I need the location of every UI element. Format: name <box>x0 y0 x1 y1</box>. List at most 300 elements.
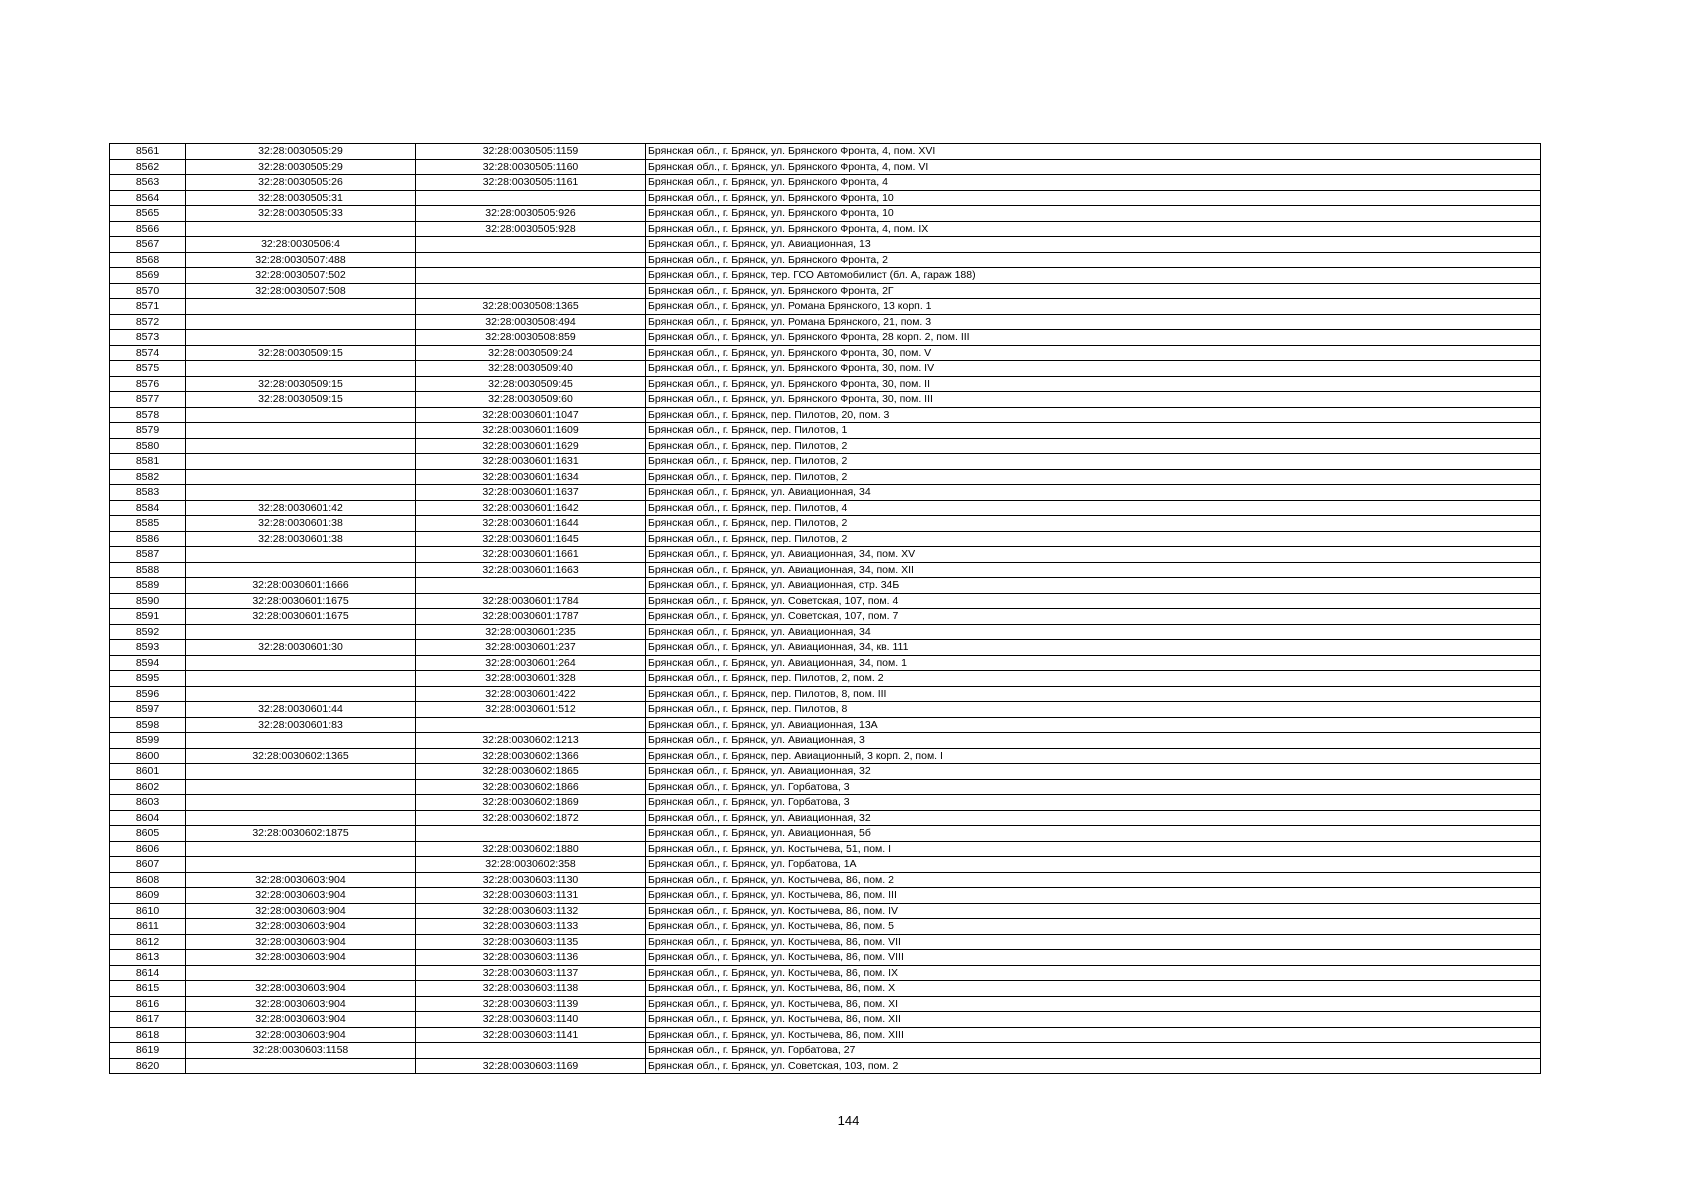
parent-cadastral-number-cell: 32:28:0030603:904 <box>186 981 416 997</box>
cadastral-number-cell: 32:28:0030601:328 <box>416 671 646 687</box>
table-row <box>110 671 1541 687</box>
table-row <box>110 578 1541 594</box>
row-number-cell: 8611 <box>110 919 186 935</box>
address-cell: Брянская обл., г. Брянск, ул. Костычева, 86, пом. XIII <box>646 1027 1541 1043</box>
table-row <box>110 934 1541 950</box>
address-cell: Брянская обл., г. Брянск, ул. Романа Брянского, 13 корп. 1 <box>646 299 1541 315</box>
address-cell: Брянская обл., г. Брянск, ул. Горбатова, 27 <box>646 1043 1541 1059</box>
table-row <box>110 314 1541 330</box>
table-row <box>110 702 1541 718</box>
parent-cadastral-number-cell: 32:28:0030507:508 <box>186 283 416 299</box>
address-cell: Брянская обл., г. Брянск, ул. Брянского Фронта, 30, пом. II <box>646 376 1541 392</box>
cadastral-number-cell: 32:28:0030601:237 <box>416 640 646 656</box>
row-number-cell: 8577 <box>110 392 186 408</box>
address-cell: Брянская обл., г. Брянск, тер. ГСО Автомобилист (бл. А, гараж 188) <box>646 268 1541 284</box>
parent-cadastral-number-cell <box>186 330 416 346</box>
parent-cadastral-number-cell <box>186 361 416 377</box>
parent-cadastral-number-cell <box>186 469 416 485</box>
parent-cadastral-number-cell <box>186 671 416 687</box>
cadastral-number-cell: 32:28:0030505:928 <box>416 221 646 237</box>
address-cell: Брянская обл., г. Брянск, ул. Брянского Фронта, 10 <box>646 190 1541 206</box>
cadastral-number-cell: 32:28:0030602:1366 <box>416 748 646 764</box>
row-number-cell: 8601 <box>110 764 186 780</box>
cadastral-number-cell <box>416 578 646 594</box>
parent-cadastral-number-cell: 32:28:0030602:1365 <box>186 748 416 764</box>
table-row <box>110 733 1541 749</box>
address-cell: Брянская обл., г. Брянск, ул. Авиационная, 34, пом. XII <box>646 562 1541 578</box>
cadastral-number-cell <box>416 1043 646 1059</box>
row-number-cell: 8567 <box>110 237 186 253</box>
table-row <box>110 950 1541 966</box>
parent-cadastral-number-cell: 32:28:0030603:904 <box>186 934 416 950</box>
cadastral-number-cell: 32:28:0030603:1130 <box>416 872 646 888</box>
row-number-cell: 8618 <box>110 1027 186 1043</box>
row-number-cell: 8619 <box>110 1043 186 1059</box>
parent-cadastral-number-cell: 32:28:0030507:488 <box>186 252 416 268</box>
table-row <box>110 686 1541 702</box>
table-row <box>110 237 1541 253</box>
parent-cadastral-number-cell <box>186 857 416 873</box>
parent-cadastral-number-cell: 32:28:0030603:904 <box>186 1027 416 1043</box>
row-number-cell: 8564 <box>110 190 186 206</box>
cadastral-number-cell: 32:28:0030509:24 <box>416 345 646 361</box>
parent-cadastral-number-cell <box>186 485 416 501</box>
row-number-cell: 8565 <box>110 206 186 222</box>
address-cell: Брянская обл., г. Брянск, ул. Костычева, 86, пом. 5 <box>646 919 1541 935</box>
row-number-cell: 8590 <box>110 593 186 609</box>
cadastral-number-cell <box>416 237 646 253</box>
table-row <box>110 159 1541 175</box>
row-number-cell: 8583 <box>110 485 186 501</box>
address-cell: Брянская обл., г. Брянск, ул. Костычева, 86, пом. XI <box>646 996 1541 1012</box>
cadastral-number-cell: 32:28:0030601:512 <box>416 702 646 718</box>
table-row <box>110 221 1541 237</box>
address-cell: Брянская обл., г. Брянск, ул. Костычева, 86, пом. IX <box>646 965 1541 981</box>
cadastral-number-cell: 32:28:0030601:235 <box>416 624 646 640</box>
table-row <box>110 764 1541 780</box>
table-row <box>110 562 1541 578</box>
row-number-cell: 8598 <box>110 717 186 733</box>
parent-cadastral-number-cell <box>186 965 416 981</box>
parent-cadastral-number-cell: 32:28:0030603:904 <box>186 872 416 888</box>
row-number-cell: 8604 <box>110 810 186 826</box>
cadastral-number-cell: 32:28:0030505:1161 <box>416 175 646 191</box>
row-number-cell: 8609 <box>110 888 186 904</box>
row-number-cell: 8595 <box>110 671 186 687</box>
table-row <box>110 190 1541 206</box>
address-cell: Брянская обл., г. Брянск, ул. Романа Брянского, 21, пом. 3 <box>646 314 1541 330</box>
row-number-cell: 8578 <box>110 407 186 423</box>
address-cell: Брянская обл., г. Брянск, ул. Костычева, 86, пом. XII <box>646 1012 1541 1028</box>
row-number-cell: 8569 <box>110 268 186 284</box>
address-cell: Брянская обл., г. Брянск, ул. Брянского Фронта, 4, пом. IX <box>646 221 1541 237</box>
table-row <box>110 655 1541 671</box>
table-row <box>110 965 1541 981</box>
parent-cadastral-number-cell <box>186 1058 416 1074</box>
registry-table-body <box>110 144 1541 1074</box>
parent-cadastral-number-cell: 32:28:0030603:1158 <box>186 1043 416 1059</box>
table-row <box>110 299 1541 315</box>
table-row <box>110 593 1541 609</box>
parent-cadastral-number-cell <box>186 299 416 315</box>
cadastral-number-cell: 32:28:0030602:1869 <box>416 795 646 811</box>
row-number-cell: 8613 <box>110 950 186 966</box>
table-row <box>110 857 1541 873</box>
address-cell: Брянская обл., г. Брянск, ул. Авиационная, 34 <box>646 624 1541 640</box>
parent-cadastral-number-cell <box>186 686 416 702</box>
row-number-cell: 8591 <box>110 609 186 625</box>
table-row <box>110 268 1541 284</box>
table-row <box>110 330 1541 346</box>
row-number-cell: 8579 <box>110 423 186 439</box>
table-row <box>110 841 1541 857</box>
row-number-cell: 8594 <box>110 655 186 671</box>
parent-cadastral-number-cell: 32:28:0030506:4 <box>186 237 416 253</box>
address-cell: Брянская обл., г. Брянск, ул. Горбатова, 3 <box>646 779 1541 795</box>
row-number-cell: 8566 <box>110 221 186 237</box>
cadastral-number-cell: 32:28:0030601:1642 <box>416 500 646 516</box>
cadastral-number-cell: 32:28:0030509:60 <box>416 392 646 408</box>
table-row <box>110 1012 1541 1028</box>
address-cell: Брянская обл., г. Брянск, ул. Авиационная, 34, кв. 111 <box>646 640 1541 656</box>
row-number-cell: 8597 <box>110 702 186 718</box>
table-row <box>110 609 1541 625</box>
address-cell: Брянская обл., г. Брянск, ул. Костычева, 51, пом. I <box>646 841 1541 857</box>
cadastral-number-cell <box>416 283 646 299</box>
address-cell: Брянская обл., г. Брянск, пер. Пилотов, 2 <box>646 516 1541 532</box>
cadastral-number-cell: 32:28:0030601:1047 <box>416 407 646 423</box>
cadastral-number-cell: 32:28:0030508:859 <box>416 330 646 346</box>
table-row <box>110 1043 1541 1059</box>
table-row <box>110 1058 1541 1074</box>
cadastral-number-cell: 32:28:0030603:1131 <box>416 888 646 904</box>
parent-cadastral-number-cell: 32:28:0030601:42 <box>186 500 416 516</box>
parent-cadastral-number-cell: 32:28:0030509:15 <box>186 345 416 361</box>
row-number-cell: 8603 <box>110 795 186 811</box>
table-row <box>110 454 1541 470</box>
row-number-cell: 8605 <box>110 826 186 842</box>
row-number-cell: 8588 <box>110 562 186 578</box>
address-cell: Брянская обл., г. Брянск, ул. Авиационная, 32 <box>646 810 1541 826</box>
cadastral-number-cell: 32:28:0030602:358 <box>416 857 646 873</box>
row-number-cell: 8571 <box>110 299 186 315</box>
cadastral-number-cell: 32:28:0030601:1663 <box>416 562 646 578</box>
row-number-cell: 8584 <box>110 500 186 516</box>
cadastral-number-cell <box>416 717 646 733</box>
cadastral-number-cell: 32:28:0030509:45 <box>416 376 646 392</box>
address-cell: Брянская обл., г. Брянск, ул. Костычева, 86, пом. VIII <box>646 950 1541 966</box>
address-cell: Брянская обл., г. Брянск, пер. Пилотов, 2 <box>646 454 1541 470</box>
row-number-cell: 8561 <box>110 144 186 160</box>
address-cell: Брянская обл., г. Брянск, ул. Авиационная, 32 <box>646 764 1541 780</box>
cadastral-number-cell: 32:28:0030505:1160 <box>416 159 646 175</box>
row-number-cell: 8574 <box>110 345 186 361</box>
row-number-cell: 8610 <box>110 903 186 919</box>
table-row <box>110 810 1541 826</box>
table-row <box>110 872 1541 888</box>
row-number-cell: 8612 <box>110 934 186 950</box>
parent-cadastral-number-cell: 32:28:0030601:38 <box>186 531 416 547</box>
address-cell: Брянская обл., г. Брянск, ул. Брянского Фронта, 2 <box>646 252 1541 268</box>
parent-cadastral-number-cell: 32:28:0030601:1675 <box>186 609 416 625</box>
address-cell: Брянская обл., г. Брянск, ул. Брянского Фронта, 30, пом. III <box>646 392 1541 408</box>
table-row <box>110 516 1541 532</box>
row-number-cell: 8576 <box>110 376 186 392</box>
cadastral-number-cell: 32:28:0030508:1365 <box>416 299 646 315</box>
parent-cadastral-number-cell <box>186 655 416 671</box>
row-number-cell: 8602 <box>110 779 186 795</box>
address-cell: Брянская обл., г. Брянск, ул. Авиационная, 3 <box>646 733 1541 749</box>
address-cell: Брянская обл., г. Брянск, ул. Брянского Фронта, 30, пом. V <box>646 345 1541 361</box>
table-row <box>110 888 1541 904</box>
parent-cadastral-number-cell <box>186 779 416 795</box>
table-row <box>110 748 1541 764</box>
parent-cadastral-number-cell <box>186 221 416 237</box>
row-number-cell: 8570 <box>110 283 186 299</box>
cadastral-number-cell: 32:28:0030509:40 <box>416 361 646 377</box>
address-cell: Брянская обл., г. Брянск, ул. Костычева, 86, пом. III <box>646 888 1541 904</box>
parent-cadastral-number-cell <box>186 810 416 826</box>
table-row <box>110 1027 1541 1043</box>
cadastral-number-cell: 32:28:0030603:1139 <box>416 996 646 1012</box>
address-cell: Брянская обл., г. Брянск, ул. Брянского Фронта, 30, пом. IV <box>646 361 1541 377</box>
row-number-cell: 8562 <box>110 159 186 175</box>
parent-cadastral-number-cell: 32:28:0030602:1875 <box>186 826 416 842</box>
address-cell: Брянская обл., г. Брянск, пер. Пилотов, 2, пом. 2 <box>646 671 1541 687</box>
parent-cadastral-number-cell: 32:28:0030505:29 <box>186 159 416 175</box>
parent-cadastral-number-cell <box>186 407 416 423</box>
address-cell: Брянская обл., г. Брянск, пер. Пилотов, 8 <box>646 702 1541 718</box>
row-number-cell: 8580 <box>110 438 186 454</box>
row-number-cell: 8606 <box>110 841 186 857</box>
address-cell: Брянская обл., г. Брянск, ул. Советская, 103, пом. 2 <box>646 1058 1541 1074</box>
address-cell: Брянская обл., г. Брянск, ул. Брянского Фронта, 4 <box>646 175 1541 191</box>
address-cell: Брянская обл., г. Брянск, ул. Авиационная, 34 <box>646 485 1541 501</box>
table-row <box>110 345 1541 361</box>
row-number-cell: 8616 <box>110 996 186 1012</box>
parent-cadastral-number-cell <box>186 314 416 330</box>
table-row <box>110 717 1541 733</box>
parent-cadastral-number-cell: 32:28:0030603:904 <box>186 996 416 1012</box>
table-row <box>110 903 1541 919</box>
parent-cadastral-number-cell <box>186 841 416 857</box>
row-number-cell: 8600 <box>110 748 186 764</box>
cadastral-number-cell: 32:28:0030601:422 <box>416 686 646 702</box>
row-number-cell: 8596 <box>110 686 186 702</box>
row-number-cell: 8575 <box>110 361 186 377</box>
row-number-cell: 8586 <box>110 531 186 547</box>
cadastral-number-cell: 32:28:0030601:1787 <box>416 609 646 625</box>
address-cell: Брянская обл., г. Брянск, пер. Пилотов, 8, пом. III <box>646 686 1541 702</box>
parent-cadastral-number-cell: 32:28:0030603:904 <box>186 903 416 919</box>
parent-cadastral-number-cell <box>186 624 416 640</box>
parent-cadastral-number-cell: 32:28:0030601:38 <box>186 516 416 532</box>
row-number-cell: 8620 <box>110 1058 186 1074</box>
parent-cadastral-number-cell <box>186 423 416 439</box>
table-row <box>110 826 1541 842</box>
table-row <box>110 795 1541 811</box>
address-cell: Брянская обл., г. Брянск, ул. Брянского Фронта, 2Г <box>646 283 1541 299</box>
cadastral-number-cell: 32:28:0030603:1169 <box>416 1058 646 1074</box>
table-row <box>110 438 1541 454</box>
table-row <box>110 175 1541 191</box>
parent-cadastral-number-cell: 32:28:0030505:26 <box>186 175 416 191</box>
address-cell: Брянская обл., г. Брянск, ул. Костычева, 86, пом. IV <box>646 903 1541 919</box>
address-cell: Брянская обл., г. Брянск, пер. Авиационный, 3 корп. 2, пом. I <box>646 748 1541 764</box>
address-cell: Брянская обл., г. Брянск, пер. Пилотов, 4 <box>646 500 1541 516</box>
row-number-cell: 8585 <box>110 516 186 532</box>
parent-cadastral-number-cell: 32:28:0030507:502 <box>186 268 416 284</box>
address-cell: Брянская обл., г. Брянск, ул. Костычева, 86, пом. VII <box>646 934 1541 950</box>
cadastral-number-cell: 32:28:0030505:926 <box>416 206 646 222</box>
parent-cadastral-number-cell <box>186 795 416 811</box>
table-row <box>110 919 1541 935</box>
row-number-cell: 8615 <box>110 981 186 997</box>
cadastral-number-cell: 32:28:0030603:1136 <box>416 950 646 966</box>
cadastral-number-cell: 32:28:0030602:1872 <box>416 810 646 826</box>
table-row <box>110 779 1541 795</box>
table-row <box>110 252 1541 268</box>
cadastral-number-cell: 32:28:0030603:1135 <box>416 934 646 950</box>
address-cell: Брянская обл., г. Брянск, ул. Советская, 107, пом. 7 <box>646 609 1541 625</box>
parent-cadastral-number-cell <box>186 547 416 563</box>
row-number-cell: 8582 <box>110 469 186 485</box>
address-cell: Брянская обл., г. Брянск, ул. Брянского Фронта, 4, пом. VI <box>646 159 1541 175</box>
table-row <box>110 531 1541 547</box>
parent-cadastral-number-cell: 32:28:0030601:1666 <box>186 578 416 594</box>
cadastral-number-cell: 32:28:0030508:494 <box>416 314 646 330</box>
parent-cadastral-number-cell <box>186 438 416 454</box>
row-number-cell: 8592 <box>110 624 186 640</box>
cadastral-number-cell <box>416 826 646 842</box>
parent-cadastral-number-cell: 32:28:0030601:1675 <box>186 593 416 609</box>
cadastral-number-cell: 32:28:0030601:1645 <box>416 531 646 547</box>
parent-cadastral-number-cell <box>186 454 416 470</box>
table-row <box>110 376 1541 392</box>
cadastral-number-cell: 32:28:0030603:1141 <box>416 1027 646 1043</box>
cadastral-number-cell: 32:28:0030603:1138 <box>416 981 646 997</box>
cadastral-number-cell: 32:28:0030602:1213 <box>416 733 646 749</box>
address-cell: Брянская обл., г. Брянск, ул. Брянского Фронта, 10 <box>646 206 1541 222</box>
parent-cadastral-number-cell: 32:28:0030509:15 <box>186 392 416 408</box>
cadastral-number-cell: 32:28:0030603:1137 <box>416 965 646 981</box>
cadastral-number-cell: 32:28:0030602:1866 <box>416 779 646 795</box>
row-number-cell: 8608 <box>110 872 186 888</box>
address-cell: Брянская обл., г. Брянск, ул. Авиационная, 5б <box>646 826 1541 842</box>
table-row <box>110 996 1541 1012</box>
row-number-cell: 8617 <box>110 1012 186 1028</box>
table-row <box>110 624 1541 640</box>
cadastral-number-cell: 32:28:0030602:1865 <box>416 764 646 780</box>
address-cell: Брянская обл., г. Брянск, ул. Горбатова, 1А <box>646 857 1541 873</box>
parent-cadastral-number-cell: 32:28:0030603:904 <box>186 919 416 935</box>
parent-cadastral-number-cell: 32:28:0030603:904 <box>186 950 416 966</box>
address-cell: Брянская обл., г. Брянск, ул. Авиационная, 13А <box>646 717 1541 733</box>
cadastral-number-cell: 32:28:0030601:1637 <box>416 485 646 501</box>
row-number-cell: 8587 <box>110 547 186 563</box>
cadastral-number-cell: 32:28:0030601:1629 <box>416 438 646 454</box>
address-cell: Брянская обл., г. Брянск, ул. Костычева, 86, пом. 2 <box>646 872 1541 888</box>
row-number-cell: 8589 <box>110 578 186 594</box>
page-number: 144 <box>837 1113 860 1128</box>
cadastral-number-cell: 32:28:0030601:1634 <box>416 469 646 485</box>
parent-cadastral-number-cell <box>186 562 416 578</box>
address-cell: Брянская обл., г. Брянск, ул. Авиационная, стр. 34Б <box>646 578 1541 594</box>
table-row <box>110 423 1541 439</box>
parent-cadastral-number-cell: 32:28:0030505:29 <box>186 144 416 160</box>
cadastral-number-cell: 32:28:0030603:1132 <box>416 903 646 919</box>
parent-cadastral-number-cell: 32:28:0030601:83 <box>186 717 416 733</box>
table-row <box>110 206 1541 222</box>
cadastral-number-cell <box>416 190 646 206</box>
table-row <box>110 144 1541 160</box>
row-number-cell: 8593 <box>110 640 186 656</box>
cadastral-number-cell: 32:28:0030601:1644 <box>416 516 646 532</box>
table-row <box>110 485 1541 501</box>
parent-cadastral-number-cell <box>186 764 416 780</box>
cadastral-number-cell: 32:28:0030601:1784 <box>416 593 646 609</box>
address-cell: Брянская обл., г. Брянск, ул. Советская, 107, пом. 4 <box>646 593 1541 609</box>
address-cell: Брянская обл., г. Брянск, пер. Пилотов, 20, пом. 3 <box>646 407 1541 423</box>
address-cell: Брянская обл., г. Брянск, ул. Авиационная, 13 <box>646 237 1541 253</box>
parent-cadastral-number-cell: 32:28:0030601:44 <box>186 702 416 718</box>
cadastral-number-cell: 32:28:0030601:1631 <box>416 454 646 470</box>
address-cell: Брянская обл., г. Брянск, ул. Авиационная, 34, пом. 1 <box>646 655 1541 671</box>
cadastral-number-cell: 32:28:0030603:1140 <box>416 1012 646 1028</box>
row-number-cell: 8607 <box>110 857 186 873</box>
address-cell: Брянская обл., г. Брянск, ул. Авиационная, 34, пом. XV <box>646 547 1541 563</box>
table-row <box>110 640 1541 656</box>
parent-cadastral-number-cell: 32:28:0030505:33 <box>186 206 416 222</box>
row-number-cell: 8599 <box>110 733 186 749</box>
table-row <box>110 407 1541 423</box>
table-row <box>110 547 1541 563</box>
parent-cadastral-number-cell: 32:28:0030601:30 <box>186 640 416 656</box>
table-row <box>110 981 1541 997</box>
row-number-cell: 8563 <box>110 175 186 191</box>
parent-cadastral-number-cell: 32:28:0030505:31 <box>186 190 416 206</box>
cadastral-number-cell: 32:28:0030602:1880 <box>416 841 646 857</box>
table-row <box>110 283 1541 299</box>
cadastral-number-cell: 32:28:0030505:1159 <box>416 144 646 160</box>
parent-cadastral-number-cell: 32:28:0030603:904 <box>186 1012 416 1028</box>
address-cell: Брянская обл., г. Брянск, пер. Пилотов, 2 <box>646 438 1541 454</box>
address-cell: Брянская обл., г. Брянск, пер. Пилотов, 2 <box>646 531 1541 547</box>
address-cell: Брянская обл., г. Брянск, ул. Брянского Фронта, 28 корп. 2, пом. III <box>646 330 1541 346</box>
row-number-cell: 8573 <box>110 330 186 346</box>
registry-table <box>109 143 1541 1074</box>
parent-cadastral-number-cell: 32:28:0030603:904 <box>186 888 416 904</box>
row-number-cell: 8581 <box>110 454 186 470</box>
table-row <box>110 361 1541 377</box>
cadastral-number-cell: 32:28:0030601:1609 <box>416 423 646 439</box>
address-cell: Брянская обл., г. Брянск, пер. Пилотов, 1 <box>646 423 1541 439</box>
address-cell: Брянская обл., г. Брянск, ул. Горбатова, 3 <box>646 795 1541 811</box>
cadastral-number-cell <box>416 268 646 284</box>
cadastral-number-cell: 32:28:0030601:264 <box>416 655 646 671</box>
row-number-cell: 8614 <box>110 965 186 981</box>
cadastral-number-cell <box>416 252 646 268</box>
parent-cadastral-number-cell: 32:28:0030509:15 <box>186 376 416 392</box>
address-cell: Брянская обл., г. Брянск, пер. Пилотов, 2 <box>646 469 1541 485</box>
cadastral-number-cell: 32:28:0030603:1133 <box>416 919 646 935</box>
table-row <box>110 500 1541 516</box>
row-number-cell: 8572 <box>110 314 186 330</box>
address-cell: Брянская обл., г. Брянск, ул. Костычева, 86, пом. X <box>646 981 1541 997</box>
table-row <box>110 392 1541 408</box>
cadastral-number-cell: 32:28:0030601:1661 <box>416 547 646 563</box>
parent-cadastral-number-cell <box>186 733 416 749</box>
